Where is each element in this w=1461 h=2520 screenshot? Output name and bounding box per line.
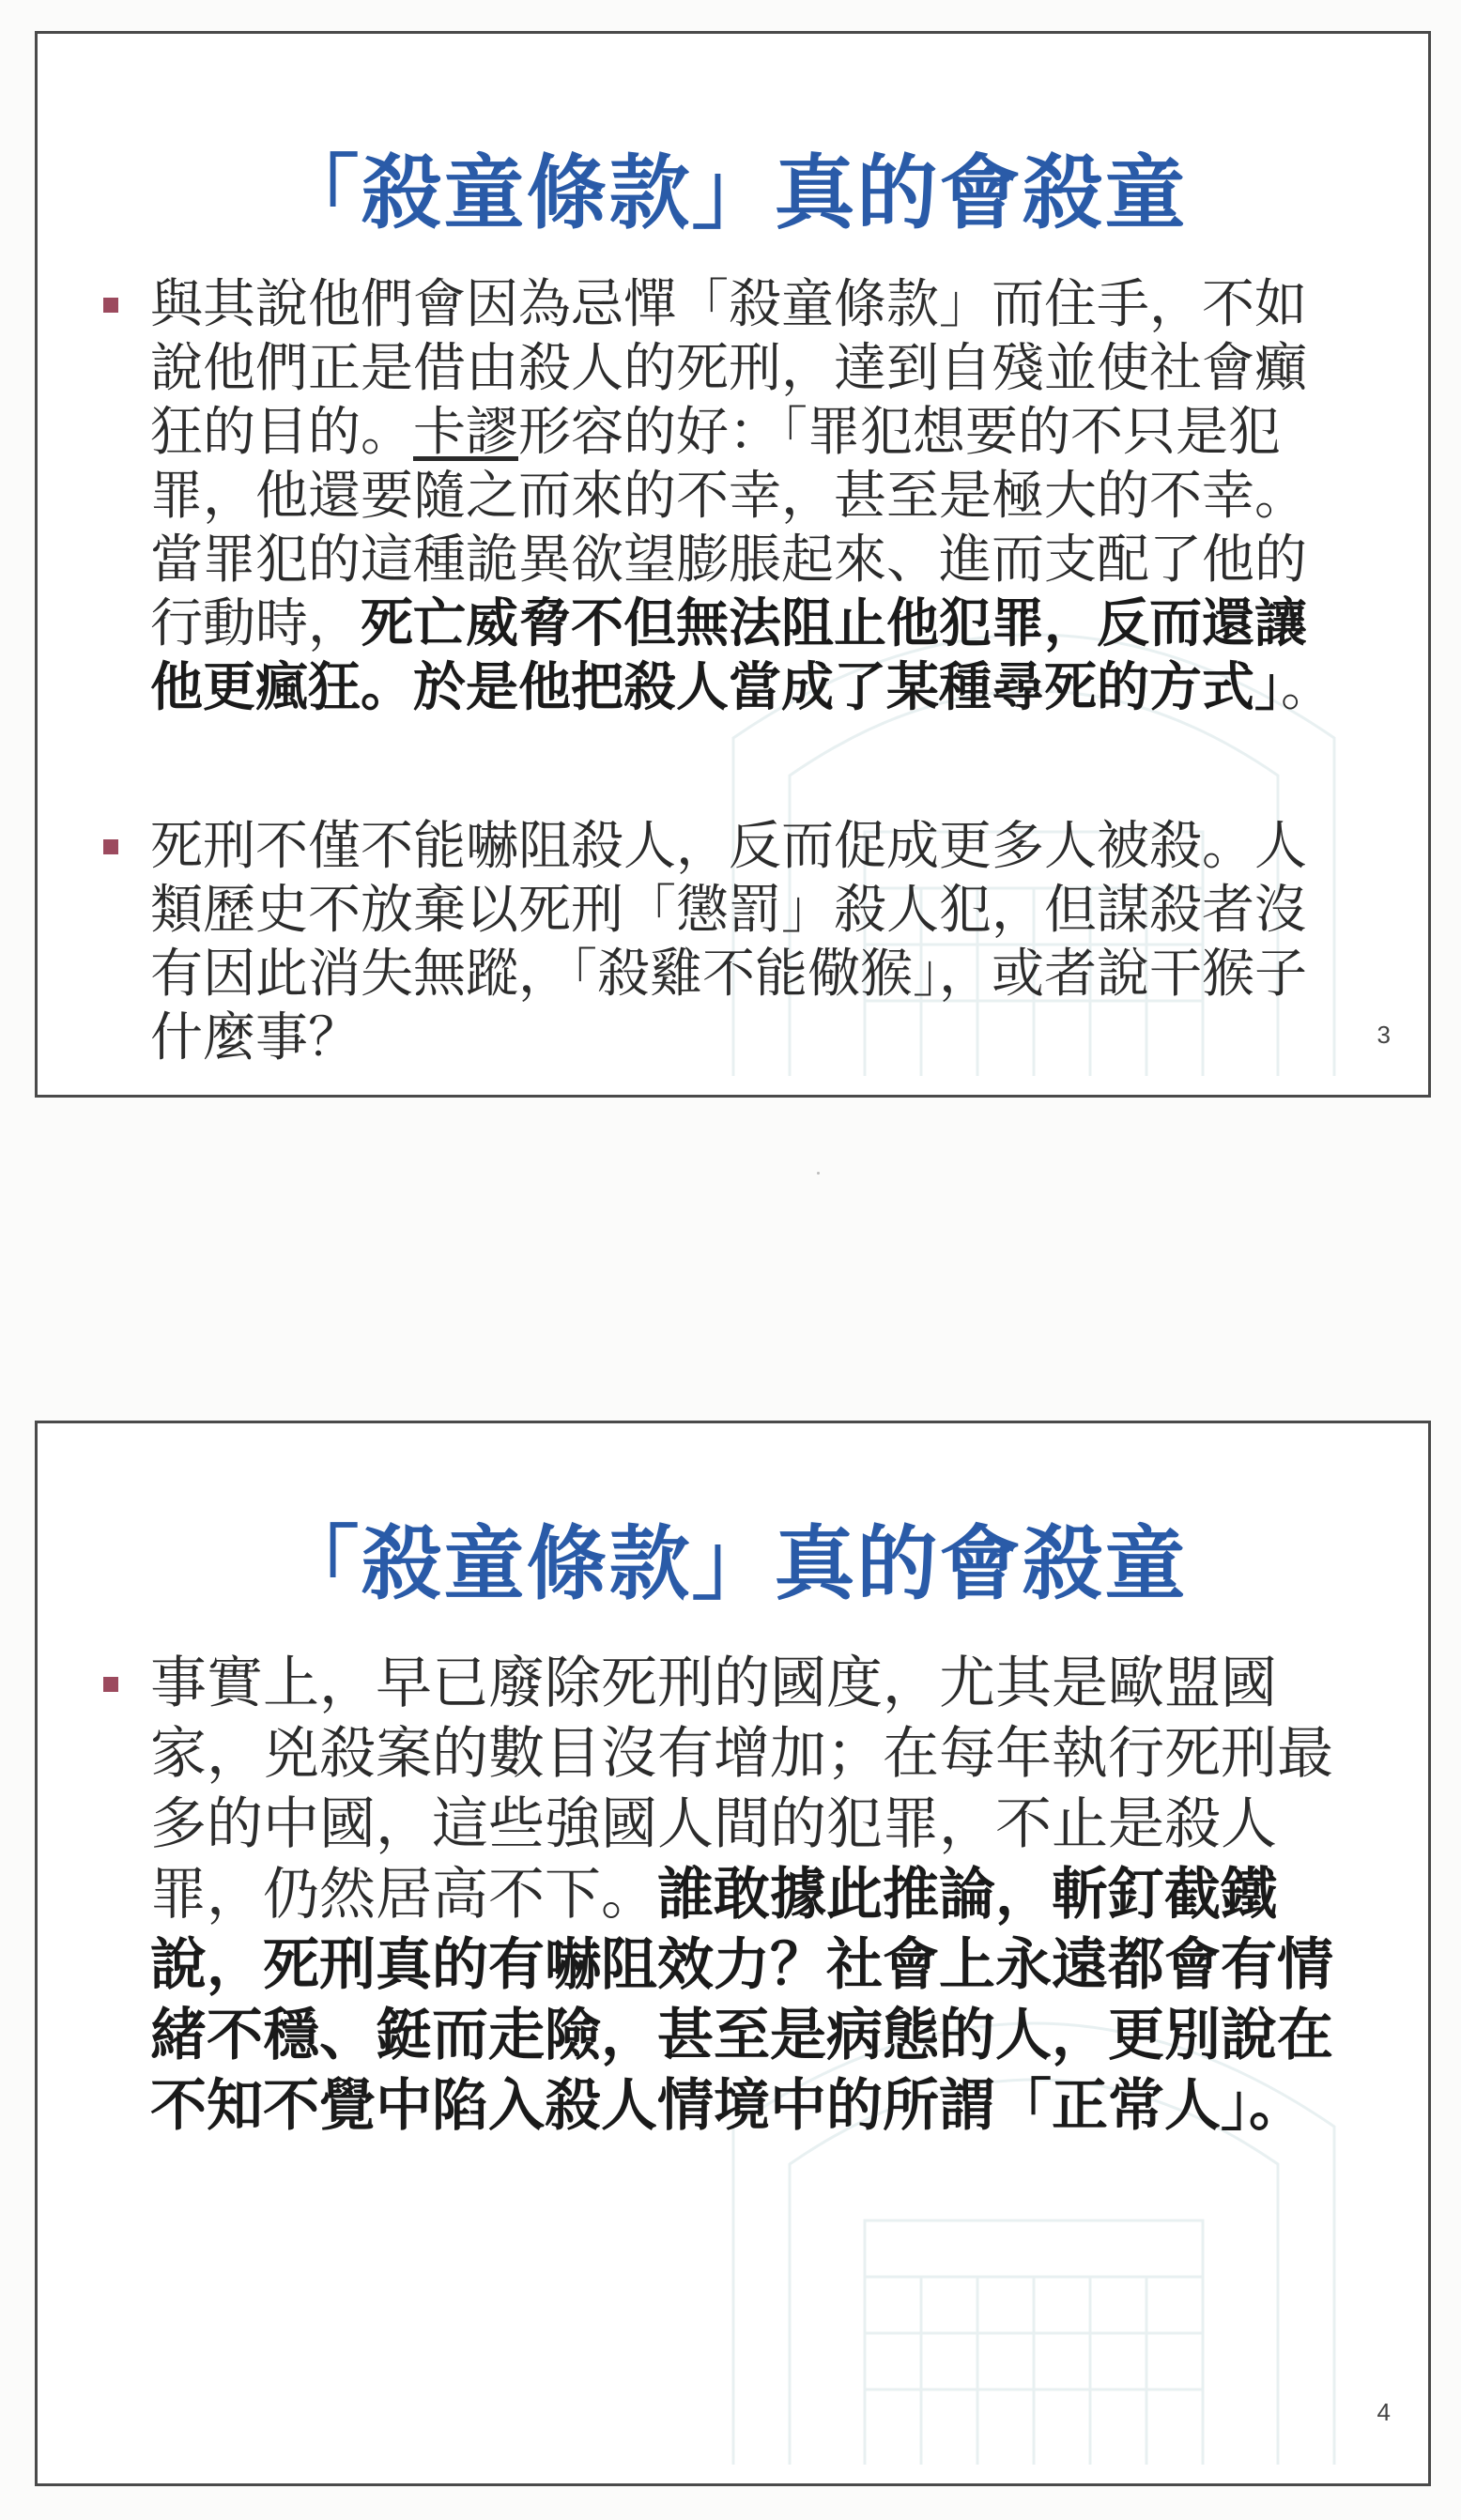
bold-text-run: 死亡威脅不但無法阻止他犯罪，反而還讓他更瘋狂。於是他把殺人當成了某種尋死的方式」 [150, 593, 1307, 718]
text-run: 事實上，早已廢除死刑的國度，尤其是歐盟國家，兇殺案的數目沒有增加；在每年執行死刑最多的中國，這些強國人間的犯罪，不止是殺人罪，仍然居高不下。 [150, 1651, 1333, 1928]
bullet-item [38, 273, 1428, 720]
bullet-list [38, 273, 1428, 720]
scan-speck [817, 1172, 820, 1175]
bullet-text [150, 815, 1355, 1070]
square-bullet-icon [103, 298, 118, 313]
page-number: 4 [1376, 2398, 1391, 2426]
text-run: 。 [1281, 657, 1333, 718]
slide-4 [35, 1421, 1431, 2486]
bullet-item [38, 815, 1428, 1070]
bold-text-run: 誰敢據此推論，斬釘截鐵說，死刑真的有嚇阻效力？社會上永遠都會有情緒不穩、鋌而走險，甚至是病態的人，更別說在不知不覺中陷入殺人情境中的所謂「正常人」。 [150, 1862, 1333, 2139]
text-run: 與其說他們會因為忌憚「殺童條款」而住手，不如說他們正是借由殺人的死刑，達到自殘並使社會癲狂的目的。 [150, 274, 1307, 463]
bullet-list [38, 815, 1428, 1070]
text-run: 形容的好：「罪犯想要的不只是犯罪，他還要隨之而來的不幸，甚至是極大的不幸。當罪犯的這種詭異欲望膨脹起來、進而支配了他的行動時， [150, 402, 1307, 654]
bullet-item [38, 1649, 1428, 2142]
text-run: 死刑不僅不能嚇阻殺人，反而促成更多人被殺。人類歷史不放棄以死刑「懲罰」殺人犯，但謀殺者沒有因此消失無蹤，「殺雞不能儆猴」，或者說干猴子什麼事？ [150, 816, 1307, 1068]
page-number: 3 [1376, 1021, 1391, 1049]
bullet-text [150, 1649, 1355, 2142]
bullet-text [150, 273, 1355, 720]
square-bullet-icon [103, 1677, 118, 1692]
slide-title: 「殺童條款」真的會殺童 [278, 1517, 1188, 1611]
slide-3 [35, 31, 1431, 1098]
bullet-list [38, 1649, 1428, 2142]
square-bullet-icon [103, 839, 118, 854]
slide-title: 「殺童條款」真的會殺童 [278, 146, 1188, 240]
underlined-name: 卡謬 [413, 402, 518, 463]
